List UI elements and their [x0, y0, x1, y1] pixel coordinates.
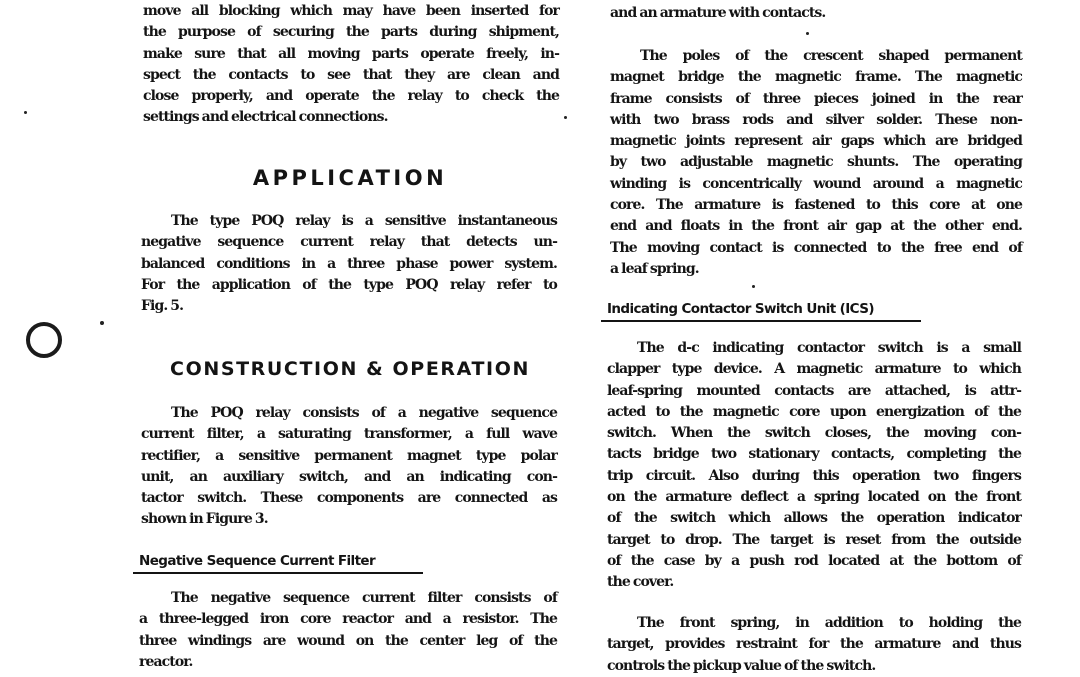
text-line: make sure that all moving parts operate freely, in- — [143, 45, 559, 62]
text-line: by two adjustable magnetic shunts. The operating — [610, 154, 1022, 171]
scan-speck — [752, 285, 755, 288]
intro-paragraph — [143, 1, 559, 129]
text-line: The d-c indicating contactor switch is a small — [637, 340, 1021, 356]
filter-subheading-underline — [133, 572, 423, 574]
text-line: The type POQ relay is a sensitive instantaneous — [171, 213, 557, 229]
text-line: winding is concentrically wound around a magnetic — [610, 175, 1022, 192]
text-line: clapper type device. A magnetic armature to which — [607, 361, 1021, 378]
scan-speck — [806, 32, 809, 35]
text-line: settings and electrical connections. — [143, 109, 388, 126]
text-line: reactor. — [139, 653, 193, 670]
ics-subheading-underline — [601, 320, 921, 322]
text-line: and an armature with contacts. — [610, 5, 826, 21]
text-line: For the application of the type POQ relay refer to — [141, 276, 557, 293]
text-line: target, provides restraint for the armature and thus — [607, 636, 1021, 653]
text-line: rectifier, a sensitive permanent magnet type polar — [141, 447, 557, 464]
text-line: The poles of the crescent shaped permanent — [640, 48, 1022, 64]
binder-hole-mark — [26, 322, 62, 358]
text-line: tacts bridge two stationary contacts, completing the — [607, 446, 1021, 463]
text-line: magnetic joints represent air gaps which are bridged — [610, 133, 1022, 150]
text-line: switch. When the switch closes, the moving con- — [607, 425, 1021, 442]
text-line: negative sequence current relay that detects un- — [141, 234, 557, 251]
text-line: move all blocking which may have been inserted for — [143, 3, 559, 19]
text-line: three windings are wound on the center leg of the — [139, 632, 557, 649]
text-line: The negative sequence current filter consists of — [171, 590, 557, 606]
text-line: tactor switch. These components are connected as — [141, 490, 557, 507]
filter-paragraph — [139, 588, 557, 673]
construction-operation-heading: CONSTRUCTION & OPERATION — [170, 358, 530, 380]
scan-speck — [100, 321, 104, 325]
text-line: acted to the magnetic core upon energization of the — [607, 403, 1021, 420]
text-line: current filter, a saturating transformer, a full wave — [141, 426, 557, 443]
ics-paragraph — [607, 338, 1021, 594]
text-line: the cover. — [607, 574, 674, 591]
text-line: controls the pickup value of the switch. — [607, 657, 876, 674]
text-line: The POQ relay consists of a negative sequence — [171, 405, 557, 421]
application-paragraph — [141, 211, 557, 317]
front-spring-paragraph — [607, 613, 1021, 677]
scan-speck — [24, 111, 27, 114]
text-line: shown in Figure 3. — [141, 511, 268, 528]
construction-paragraph — [141, 403, 557, 531]
text-line: end and floats in the front air gap at the other end. — [610, 218, 1022, 235]
text-line: spect the contacts to see that they are clean and — [143, 66, 559, 83]
text-line: a three-legged iron core reactor and a resistor. The — [139, 611, 557, 628]
text-line: frame consists of three pieces joined in the rear — [610, 90, 1022, 107]
text-line: leaf-spring mounted contacts are attached, is attr- — [607, 382, 1021, 399]
text-line: with two brass rods and silver solder. These non- — [610, 111, 1022, 128]
right-top-line — [610, 3, 1022, 24]
text-line: on the armature deflect a spring located on the front — [607, 489, 1021, 506]
text-line: a leaf spring. — [610, 260, 699, 277]
text-line: The front spring, in addition to holding the — [637, 615, 1021, 631]
text-line: the purpose of securing the parts during shipment, — [143, 24, 559, 41]
text-line: The moving contact is connected to the free end of — [610, 239, 1022, 256]
application-heading: APPLICATION — [252, 166, 448, 190]
text-line: balanced conditions in a three phase power system. — [141, 255, 557, 272]
text-line: close properly, and operate the relay to check the — [143, 88, 559, 105]
text-line: target to drop. The target is reset from the outside — [607, 531, 1021, 548]
ics-subheading: Indicating Contactor Switch Unit (ICS) — [607, 301, 874, 317]
text-line: of the switch which allows the operation indicator — [607, 510, 1021, 527]
magnet-poles-paragraph — [610, 46, 1022, 280]
text-line: magnet bridge the magnetic frame. The magnetic — [610, 69, 1022, 86]
text-line: trip circuit. Also during this operation two fingers — [607, 467, 1021, 484]
text-line: of the case by a push rod located at the bottom of — [607, 552, 1021, 569]
text-line: unit, an auxiliary switch, and an indicating con- — [141, 468, 557, 485]
text-line: Fig. 5. — [141, 298, 184, 315]
text-line: core. The armature is fastened to this core at one — [610, 197, 1022, 214]
scan-speck — [564, 116, 567, 119]
filter-subheading: Negative Sequence Current Filter — [139, 553, 376, 569]
